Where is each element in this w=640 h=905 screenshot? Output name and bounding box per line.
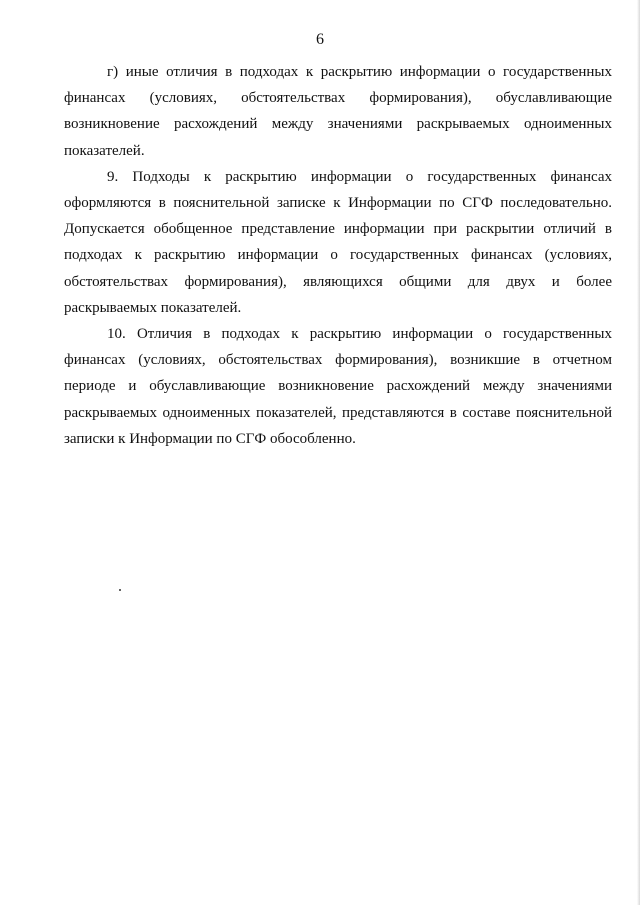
document-body	[64, 59, 612, 452]
paragraph-10: 10. Отличия в подходах к раскрытию информации о государственных финансах (условиях, обстоятельствах формирования), возникшие в отчетном периоде и обуславливающие возникновение расхождений между значениями раскрываемых одноименных показателей, представляются в составе пояснительной записки к Информации по СГФ обособленно.	[64, 326, 612, 447]
page-number: 6	[316, 31, 324, 48]
paragraph-9: 9. Подходы к раскрытию информации о государственных финансах оформляются в пояснительной записке к Информации по СГФ последовательно. Допускается обобщенное представление информации при раскрытии отличий в подходах к раскрытию информации о государственных финансах (условиях, обстоятельствах формирования), являющихся общими для двух и более раскрываемых показателей.	[64, 168, 612, 316]
paragraph-item-g: г) иные отличия в подходах к раскрытию информации о государственных финансах (условиях, обстоятельствах формирования), обуславливающие возникновение расхождений между значениями раскрываемых одноименных показателей.	[64, 64, 612, 159]
scan-speck	[119, 589, 121, 591]
